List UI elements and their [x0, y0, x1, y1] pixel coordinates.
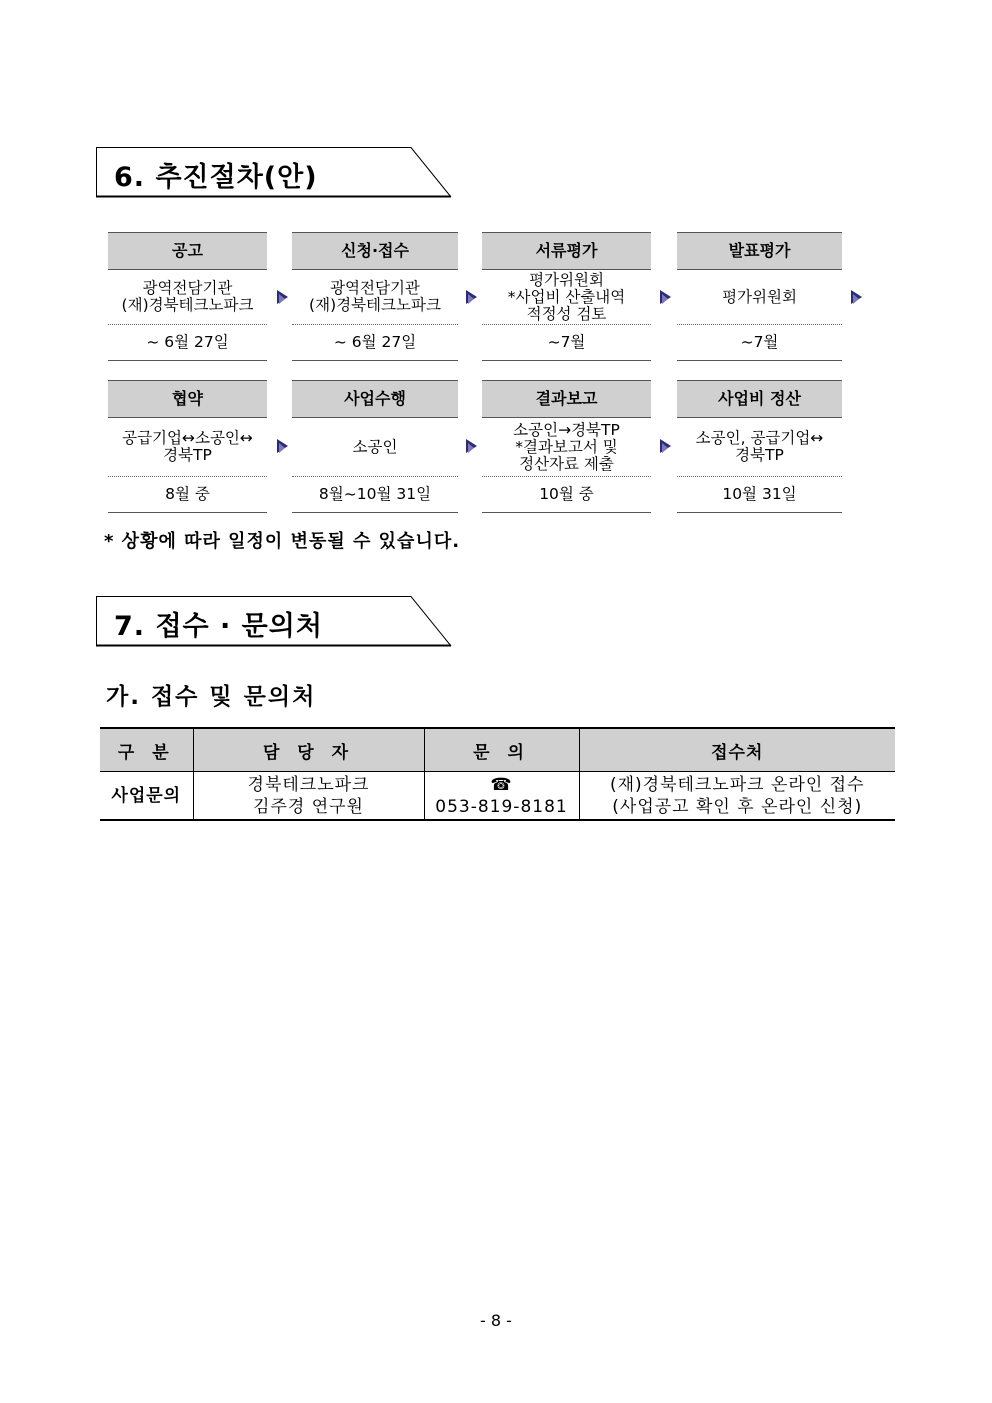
arrow-right-icon — [660, 439, 671, 453]
step-date: ~7월 — [482, 325, 651, 361]
step-body-line: 평가위원회 — [529, 270, 604, 289]
step-body-line: 적정성 검토 — [526, 304, 607, 323]
arrow-right-icon — [277, 290, 288, 304]
step-head: 신청·접수 — [292, 232, 458, 270]
contact-table — [100, 727, 895, 821]
step-body-line: 공급기업↔소공인↔ — [122, 429, 253, 447]
step-head: 사업수행 — [292, 380, 458, 418]
header-category: 구 분 — [100, 728, 193, 772]
header-manager: 담 당 자 — [193, 728, 424, 772]
arrow-right-icon — [851, 290, 862, 304]
step-body-line: 평가위원회 — [722, 287, 797, 306]
page-number: - 8 - — [480, 1311, 512, 1330]
step-body — [108, 270, 267, 325]
step-body-line: *결과보고서 및 — [515, 437, 618, 456]
step-body-line: 소공인, 공급기업↔ — [695, 429, 824, 447]
section-6-title: 6. 추진절차(안) — [114, 162, 318, 193]
section-7-title: 7. 접수 · 문의처 — [114, 611, 323, 642]
step-head: 협약 — [108, 380, 267, 418]
arrow-right-icon — [466, 290, 477, 304]
step-body-line: *사업비 산출내역 — [507, 287, 626, 306]
manager-org: 경북테크노파크 — [247, 774, 370, 795]
header-inquiry: 문 의 — [424, 728, 579, 772]
step-head: 발표평가 — [677, 232, 842, 270]
table-row — [100, 772, 895, 821]
schedule-note: * 상황에 따라 일정이 변동될 수 있습니다. — [104, 531, 461, 552]
step-body-line: 경북TP — [163, 446, 212, 464]
step-body-line: 정산자료 제출 — [519, 454, 614, 473]
step-body — [482, 270, 651, 325]
step-body-line: 경북TP — [735, 446, 784, 464]
step-date: ~7월 — [677, 325, 842, 361]
manager-name: 김주경 연구원 — [253, 796, 364, 817]
header-receipt: 접수처 — [579, 728, 895, 772]
step-body-line: 소공인 — [352, 437, 398, 456]
receipt-line: (사업공고 확인 후 온라인 신청) — [612, 796, 863, 817]
step-body — [677, 418, 842, 477]
step-body — [108, 418, 267, 477]
step-head: 사업비 정산 — [677, 380, 842, 418]
phone-icon: ☎ — [490, 774, 513, 795]
step-body-line: (재)경북테크노파크 — [121, 296, 254, 314]
step-date: ~ 6월 27일 — [108, 325, 267, 361]
step-body — [677, 270, 842, 325]
step-body — [292, 270, 458, 325]
manager-cell — [193, 772, 424, 821]
table-header-row — [100, 728, 895, 772]
step-head: 공고 — [108, 232, 267, 270]
step-body — [292, 418, 458, 477]
step-body — [482, 418, 651, 477]
step-body-line: (재)경북테크노파크 — [309, 296, 441, 314]
contact-subtitle: 가. 접수 및 문의처 — [106, 684, 317, 710]
step-date: 8월~10월 31일 — [292, 477, 458, 513]
section-6-title-box — [96, 147, 452, 197]
step-date: 10월 중 — [482, 477, 651, 513]
step-date: 10월 31일 — [677, 477, 842, 513]
receipt-cell — [579, 772, 895, 821]
arrow-right-icon — [277, 439, 288, 453]
receipt-line: (재)경북테크노파크 온라인 접수 — [609, 774, 865, 795]
step-body-line: 소공인→경북TP — [513, 420, 620, 439]
step-date: 8월 중 — [108, 477, 267, 513]
step-body-line: 광역전담기관 — [330, 279, 420, 297]
inquiry-cell — [424, 772, 579, 821]
arrow-right-icon — [466, 439, 477, 453]
phone-number: 053-819-8181 — [435, 796, 568, 817]
arrow-right-icon — [660, 290, 671, 304]
category-cell: 사업문의 — [100, 772, 193, 821]
section-7-title-box — [96, 596, 452, 646]
step-body-line: 광역전담기관 — [142, 279, 233, 297]
step-head: 결과보고 — [482, 380, 651, 418]
step-head: 서류평가 — [482, 232, 651, 270]
step-date: ~ 6월 27일 — [292, 325, 458, 361]
